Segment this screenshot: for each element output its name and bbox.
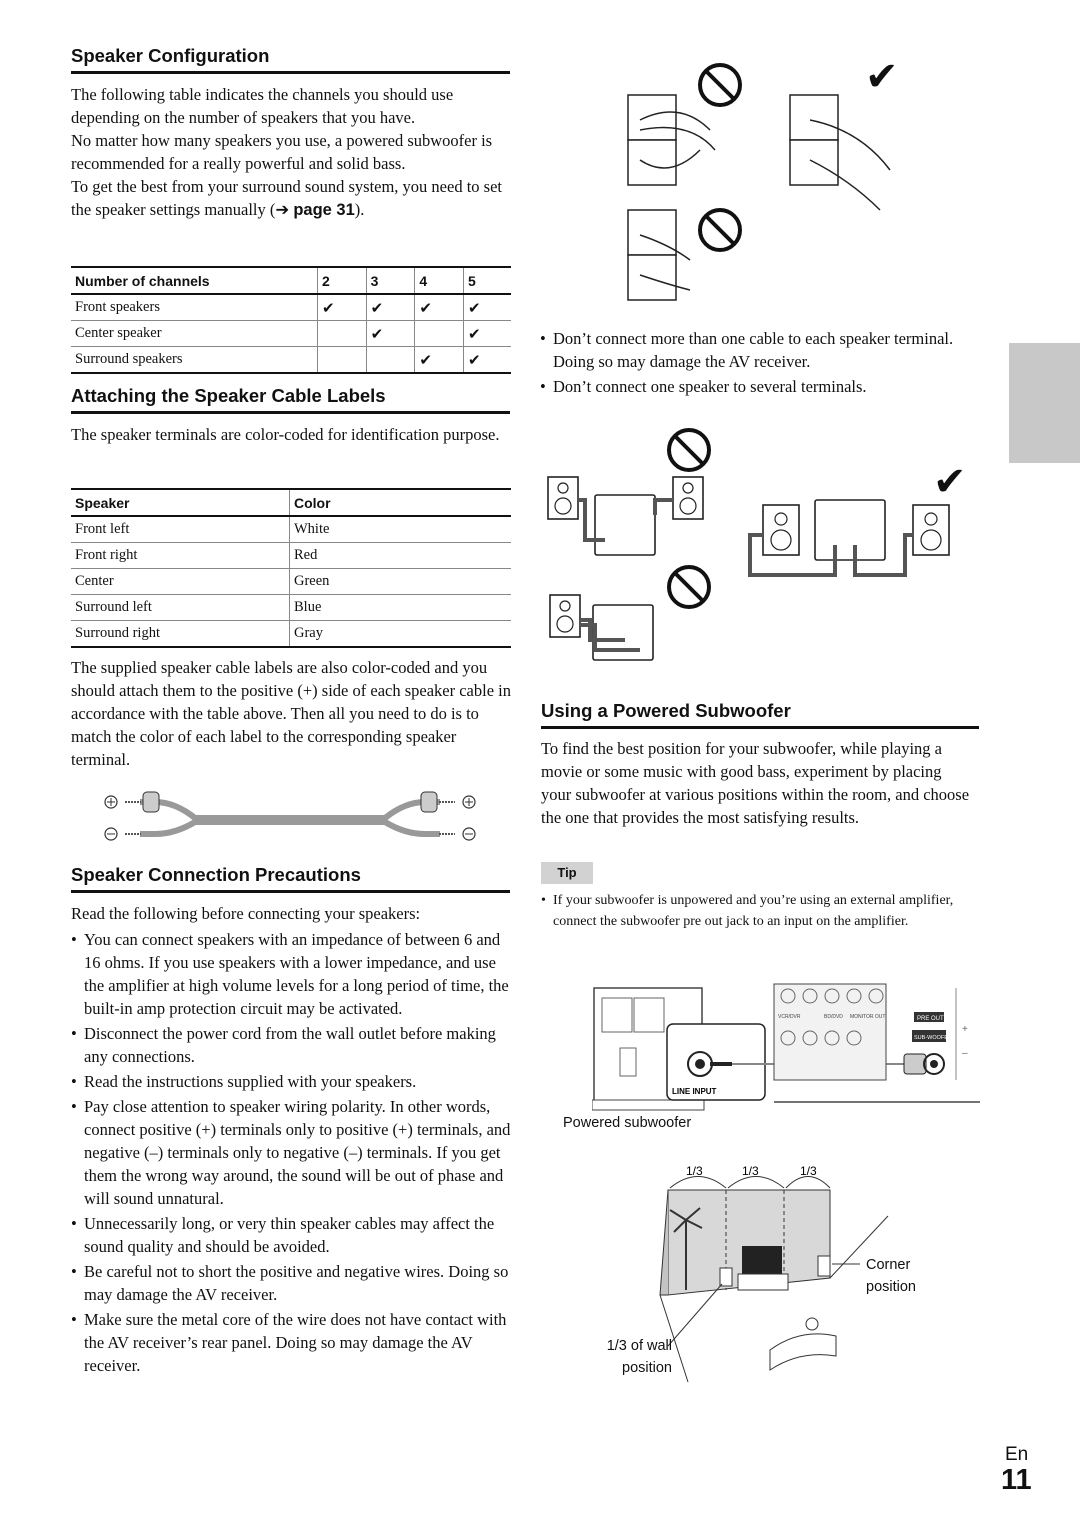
wall-position-label: 1/3 of wall position — [606, 1338, 672, 1376]
pre-out-label: PRE OUT — [917, 1016, 944, 1022]
cell-speaker: Front left — [71, 516, 290, 543]
third-label-1: 1/3 — [686, 1164, 703, 1178]
terminal-wiring-illustration — [600, 60, 940, 315]
check-icon: ✔ — [415, 294, 464, 321]
subwoofer-paragraph: To find the best position for your subwoofer, while playing a movie or some music with good bass, experiment by placing your subwoofer at various positions within the room, and choose the one that provides the most satisfying results. — [541, 739, 970, 827]
precautions-intro: Read the following before connecting your speakers: — [71, 904, 421, 923]
svg-text:–: – — [962, 1048, 968, 1059]
check-icon — [318, 321, 367, 347]
speaker-terminal-illustration — [545, 425, 980, 675]
third-label-2: 1/3 — [742, 1164, 759, 1178]
cell-speaker: Surround left — [71, 595, 290, 621]
check-icon: ✔ — [318, 294, 367, 321]
list-item: • You can connect speakers with an impedance of between 6 and 16 ohms. If you use speakers with a lower impedance, and use the amplifier at high volume levels for a long period of time, the built-in amp protection circuit may be activated. — [71, 928, 511, 1020]
cell-label: Surround speakers — [71, 347, 318, 374]
list-item: • Read the instructions supplied with your speakers. — [71, 1070, 511, 1093]
tip-label: Tip — [541, 862, 593, 884]
table-row — [71, 347, 511, 374]
labels-paragraph-2: The supplied speaker cable labels are also color-coded and you should attach them to the positive (+) side of each speaker cable in accordance with the table above. Then all you need to do is to match the color of each label to the corresponding speaker terminal. — [71, 658, 511, 769]
list-item: • Unnecessarily long, or very thin speaker cables may affect the sound quality and should be avoided. — [71, 1212, 511, 1258]
list-item: • Pay close attention to speaker wiring polarity. In other words, connect positive (+) terminals only to positive (+) terminals, and negative (–) terminals only to negative (–) terminals. If you get them the wrong way around, the sound will be out of phase and will sound unnatural. — [71, 1095, 511, 1210]
heading-powered-subwoofer: Using a Powered Subwoofer — [541, 700, 979, 729]
config-paragraph-3: To get the best from your surround sound system, you need to set the speaker settings manually (➔ page 31). — [71, 177, 502, 219]
speaker-cable-illustration — [95, 782, 485, 842]
cell-color: Blue — [290, 595, 512, 621]
subwoofer-connection-illustration — [592, 982, 982, 1117]
table-row — [71, 595, 511, 621]
check-icon — [366, 347, 415, 374]
th-2: 2 — [318, 267, 367, 294]
check-icon: ✔ — [463, 347, 511, 374]
monitor-out-label: MONITOR OUT — [850, 1014, 886, 1020]
table-row — [71, 294, 511, 321]
cell-color: White — [290, 516, 512, 543]
list-item: • If your subwoofer is unpowered and you’re using an external amplifier, connect the subwoofer pre out jack to an input on the amplifier. — [541, 890, 981, 932]
table-row — [71, 321, 511, 347]
cell-speaker: Surround right — [71, 621, 290, 648]
heading-connection-precautions: Speaker Connection Precautions — [71, 864, 510, 893]
list-item: • Don’t connect more than one cable to each speaker terminal. Doing so may damage the AV receiver. — [540, 327, 970, 373]
th-color: Color — [290, 489, 512, 516]
list-item: • Be careful not to short the positive and negative wires. Doing so may damage the AV receiver. — [71, 1260, 511, 1306]
arrow-icon: ➔ — [275, 201, 290, 219]
channels-table — [71, 266, 511, 374]
terminal-bullets — [540, 327, 970, 400]
tip-list — [541, 890, 981, 934]
subwoofer-jack-label: SUB-WOOFER — [914, 1035, 952, 1041]
list-item: • Don’t connect one speaker to several terminals. — [540, 375, 970, 398]
third-label-3: 1/3 — [800, 1164, 817, 1178]
th-3: 3 — [366, 267, 415, 294]
line-input-label: LINE INPUT — [672, 1087, 717, 1096]
language-label: En — [1005, 1444, 1029, 1465]
check-icon: ✔ — [415, 347, 464, 374]
th-speaker: Speaker — [71, 489, 290, 516]
color-table — [71, 488, 511, 648]
check-icon — [318, 347, 367, 374]
table-row — [71, 516, 511, 543]
svg-text:✔: ✔ — [865, 60, 899, 100]
table-row — [71, 569, 511, 595]
cell-speaker: Center — [71, 569, 290, 595]
vcr-dvr-label: VCR/DVR — [778, 1014, 801, 1020]
bd-dvd-label: BD/DVD — [824, 1014, 843, 1020]
check-icon: ✔ — [366, 321, 415, 347]
th-5: 5 — [463, 267, 511, 294]
cell-color: Gray — [290, 621, 512, 648]
check-icon: ✔ — [366, 294, 415, 321]
cell-label: Front speakers — [71, 294, 318, 321]
precautions-list — [71, 928, 511, 1379]
config-paragraph-2: No matter how many speakers you use, a powered subwoofer is recommended for a really powerful and solid bass. — [71, 131, 493, 173]
svg-text:✔: ✔ — [933, 459, 967, 505]
page-number: 11 — [1001, 1464, 1032, 1496]
powered-subwoofer-caption: Powered subwoofer — [563, 1115, 692, 1131]
cell-label: Center speaker — [71, 321, 318, 347]
table-row — [71, 621, 511, 648]
check-icon: ✔ — [463, 294, 511, 321]
list-item: • Make sure the metal core of the wire does not have contact with the AV receiver’s rear panel. Doing so may damage the AV receiver. — [71, 1308, 511, 1377]
svg-text:+: + — [962, 1024, 968, 1035]
cell-speaker: Front right — [71, 543, 290, 569]
corner-position-label: Corner position — [866, 1257, 916, 1295]
check-icon — [415, 321, 464, 347]
heading-speaker-configuration: Speaker Configuration — [71, 45, 510, 74]
table-row — [71, 543, 511, 569]
list-item: • Disconnect the power cord from the wall outlet before making any connections. — [71, 1022, 511, 1068]
section-tab — [1009, 343, 1080, 463]
check-icon: ✔ — [463, 321, 511, 347]
cell-color: Green — [290, 569, 512, 595]
config-text — [71, 83, 511, 222]
heading-cable-labels: Attaching the Speaker Cable Labels — [71, 385, 510, 414]
th-4: 4 — [415, 267, 464, 294]
th-number-of-channels: Number of channels — [71, 267, 318, 294]
config-paragraph-1: The following table indicates the channels you should use depending on the number of speakers that you have. — [71, 85, 454, 127]
page-reference-link[interactable]: page 31 — [293, 201, 355, 219]
cell-color: Red — [290, 543, 512, 569]
labels-paragraph-1: The speaker terminals are color-coded for identification purpose. — [71, 425, 500, 444]
